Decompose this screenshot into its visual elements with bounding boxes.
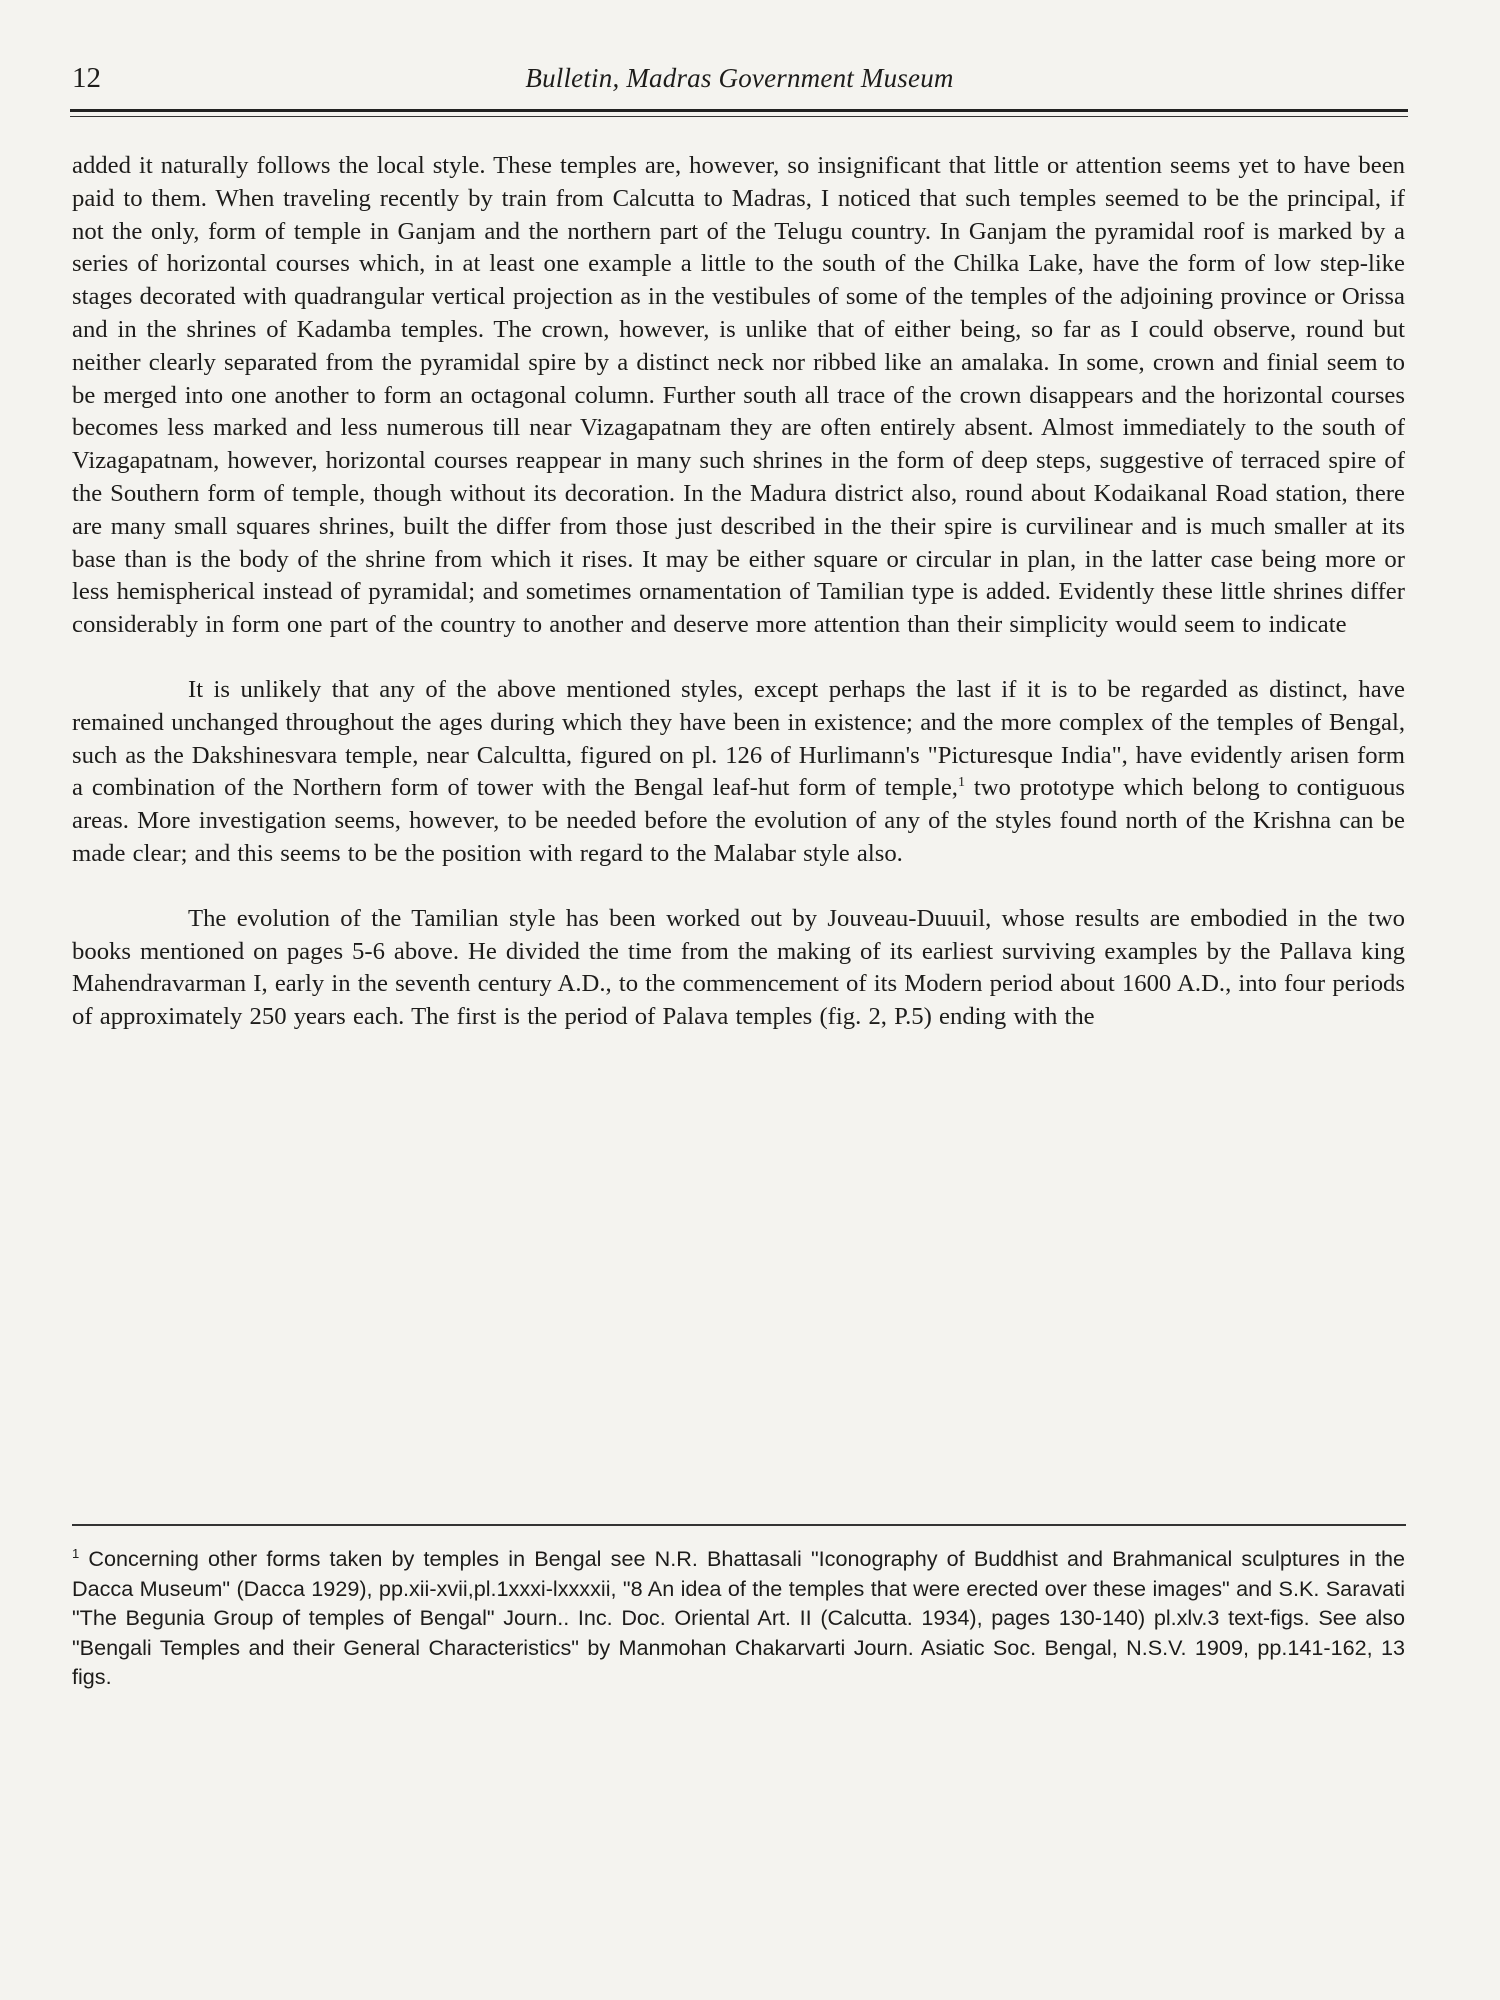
footnote-1 [72,1544,1405,1692]
footnote-text: Concerning other forms taken by temples in Bengal see N.R. Bhattasali "Iconography of Buddhist and Brahmanical sculptures in the Dacca Museum" (Dacca 1929), pp.xii-xvii,pl.1xxxi-lxxxxii, "8 An idea of the temples that were erected over these images" and S.K. Saravati "The Begunia Group of temples of Bengal" Journ.. Inc. Doc. Oriental Art. II (Calcutta. 1934), pages 130-140) pl.xlv.3 text-figs. See also "Bengali Temples and their General Characteristics" by Manmohan Chakarvarti Journ. Asiatic Soc. Bengal, N.S.V. 1909, pp.141-162, 13 figs. [72,1546,1405,1690]
paragraph-2-text-b: two prototype which belong to contiguous areas. More investigation seems, however, to be needed before the evolution of any of the styles found north of the Krishna can be made clear; and this seems to be the position with regard to the Malabar style also. [72,774,1405,867]
paragraph-1: added it naturally follows the local style. These temples are, however, so insignificant that little or attention seems yet to have been paid to them. When traveling recently by train from Calcutta to Madras, I noticed that such temples seemed to be the principal, if not the only, form of temple in Ganjam and the northern part of the Telugu country. In Ganjam the pyramidal roof is marked by a series of horizontal courses which, in at least one example a little to the south of the Chilka Lake, have the form of low step-like stages decorated with quadrangular vertical projection as in the vestibules of some of the temples of the adjoining province or Orissa and in the shrines of Kadamba temples. The crown, however, is unlike that of either being, so far as I could observe, round but neither clearly separated from the pyramidal spire by a distinct neck nor ribbed like an amalaka. In some, crown and finial seem to be merged into one another to form an octagonal column. Further south all trace of the crown disappears and the horizontal courses becomes less marked and less numerous till near Vizagapatnam they are often entirely absent. Almost immediately to the south of Vizagapatnam, however, horizontal courses reappear in many such shrines in the form of deep steps, suggestive of terraced spire of the Southern form of temple, though without its decoration. In the Madura district also, round about Kodaikanal Road station, there are many small squares shrines, built the differ from those just described in the their spire is curvilinear and is much smaller at its base than is the body of the shrine from which it rises. It may be either square or circular in plan, in the latter case being more or less hemispherical instead of pyramidal; and sometimes ornamentation of Tamilian type is added. Evidently these little shrines differ considerably in form one part of the country to another and deserve more attention than their simplicity would seem to indicate [72,152,1405,639]
footnote [72,1544,1405,1692]
page-number: 12 [72,62,101,94]
footnote-reference[interactable]: 1 [957,775,965,791]
footnote-marker: 1 [72,1545,80,1561]
running-title: Bulletin, Madras Government Museum [525,63,954,93]
footnote-rule [72,1524,1406,1526]
paragraph-2 [72,674,1405,871]
body-text [72,150,1405,1034]
paragraph-3: The evolution of the Tamilian style has been worked out by Jouveau-Duuuil, whose results are embodied in the two books mentioned on pages 5-6 above. He divided the time from the making of its earliest surviving examples by the Pallava king Mahendravarman I, early in the seventh century A.D., to the commencement of its Modern period about 1600 A.D., into four periods of approximately 250 years each. The first is the period of Palava temples (fig. 2, P.5) ending with the [72,904,1405,1031]
header-rule-thin [70,116,1408,117]
header-rule-thick [70,109,1408,112]
page-header [72,60,1407,100]
paragraph-2-text-a: It is unlikely that any of the above mentioned styles, except perhaps the last if it is to be regarded as distinct, have remained unchanged throughout the ages during which they have been in existence; and the more complex of the temples of Bengal, such as the Dakshinesvara temple, near Calcultta, figured on pl. 126 of Hurlimann's "Picturesque India", have evidently arisen form a combination of the Northern form of tower with the Bengal leaf-hut form of temple, [72,675,1405,802]
